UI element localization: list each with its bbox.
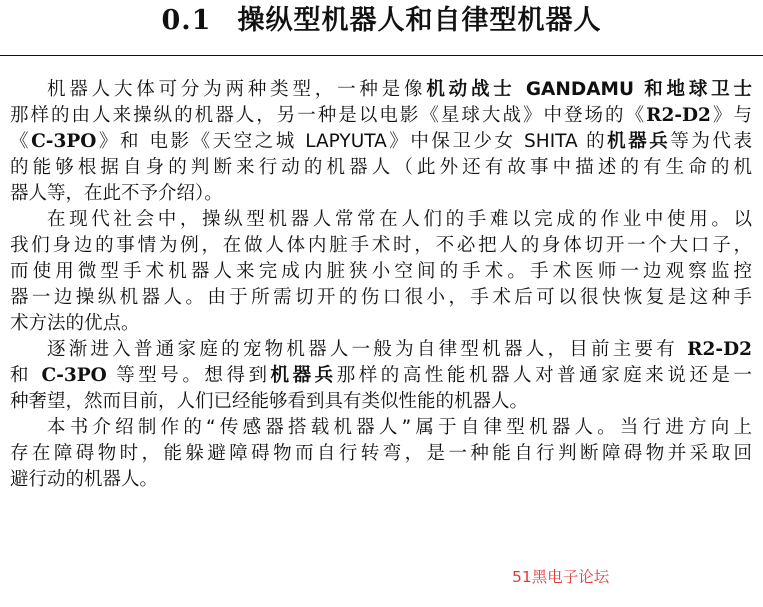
paragraph-line xyxy=(10,389,752,415)
paragraph-line xyxy=(10,441,752,467)
text-run: 器一边操纵机器人。由于所需切开的伤口很小，手术后可以很快恢复是这种手 xyxy=(10,287,752,308)
text-run: 种奢望，然而目前，人们已经能够看到具有类似性能的机器人。 xyxy=(10,391,529,412)
section-number: 0.1 xyxy=(161,5,212,36)
paragraph-line xyxy=(10,155,752,181)
text-run: 等型号。想得到 xyxy=(106,365,271,386)
text-run: 在现代社会中，操纵型机器人常常在人们的手难以完成的作业中使用。以 xyxy=(47,209,752,230)
bold-term: R2-D2 xyxy=(646,105,711,126)
paragraph-line xyxy=(10,311,752,337)
text-run: 》和 电影《天空之城 LAPYUTA》中保卫少女 SHITA 的 xyxy=(96,131,608,152)
paragraph-line xyxy=(10,259,752,285)
text-run: 我们身边的事情为例，在做人体内脏手术时，不必把人的身体切开一个大口子， xyxy=(10,235,752,256)
paragraph-line xyxy=(10,129,752,155)
section-title: 操纵型机器人和自律型机器人 xyxy=(237,5,602,36)
text-run: 等为代表 xyxy=(670,131,752,152)
bold-term: 机器兵 xyxy=(607,131,671,152)
paragraph-line xyxy=(10,207,752,233)
paragraph-line xyxy=(10,103,752,129)
bold-term: 机动战士 GANDAMU 和地球卫士 xyxy=(426,79,752,100)
paragraph-line xyxy=(10,363,752,389)
section-heading xyxy=(0,4,763,38)
text-run: 的能够根据自身的判断来行动的机器人（此外还有故事中描述的有生命的机 xyxy=(10,157,752,178)
text-run: 《 xyxy=(10,131,32,152)
bold-term: 机器兵 xyxy=(270,365,337,386)
bold-term: C-3PO xyxy=(41,365,107,386)
text-run: 避行动的机器人。 xyxy=(10,469,159,490)
text-run: 术方法的优点。 xyxy=(10,313,140,334)
text-run: 存在障碍物时，能躲避障碍物而自行转弯，是一种能自行判断障碍物并采取回 xyxy=(10,443,752,464)
text-run: 而使用微型手术机器人来完成内脏狭小空间的手术。手术医师一边观察监控 xyxy=(10,261,752,282)
text-run: 逐渐进入普通家庭的宠物机器人一般为自律型机器人，目前主要有 xyxy=(47,339,688,360)
heading-rule xyxy=(0,55,763,56)
bold-term: R2-D2 xyxy=(687,339,752,360)
text-run: 》与 xyxy=(710,105,752,126)
text-run: 和 xyxy=(10,365,42,386)
paragraph-line xyxy=(10,415,752,441)
text-run: 那样的由人来操纵的机器人，另一种是以电影《星球大战》中登场的《 xyxy=(10,105,647,126)
bold-term: C-3PO xyxy=(31,131,97,152)
paragraph-line xyxy=(10,77,752,103)
paragraph-line xyxy=(10,337,752,363)
text-run: 机器人大体可分为两种类型，一种是像 xyxy=(47,79,427,100)
text-run: 那样的高性能机器人对普通家庭来说还是一 xyxy=(336,365,752,386)
paragraph-line xyxy=(10,467,752,493)
text-run: 器人等，在此不予介绍）。 xyxy=(10,183,223,204)
body-text xyxy=(10,77,752,493)
text-run: 本书介绍制作的“传感器搭载机器人”属于自律型机器人。当行进方向上 xyxy=(47,417,752,438)
paragraph-line xyxy=(10,233,752,259)
watermark: 51黑电子论坛 xyxy=(512,568,610,586)
paragraph-line xyxy=(10,181,752,207)
paragraph-line xyxy=(10,285,752,311)
